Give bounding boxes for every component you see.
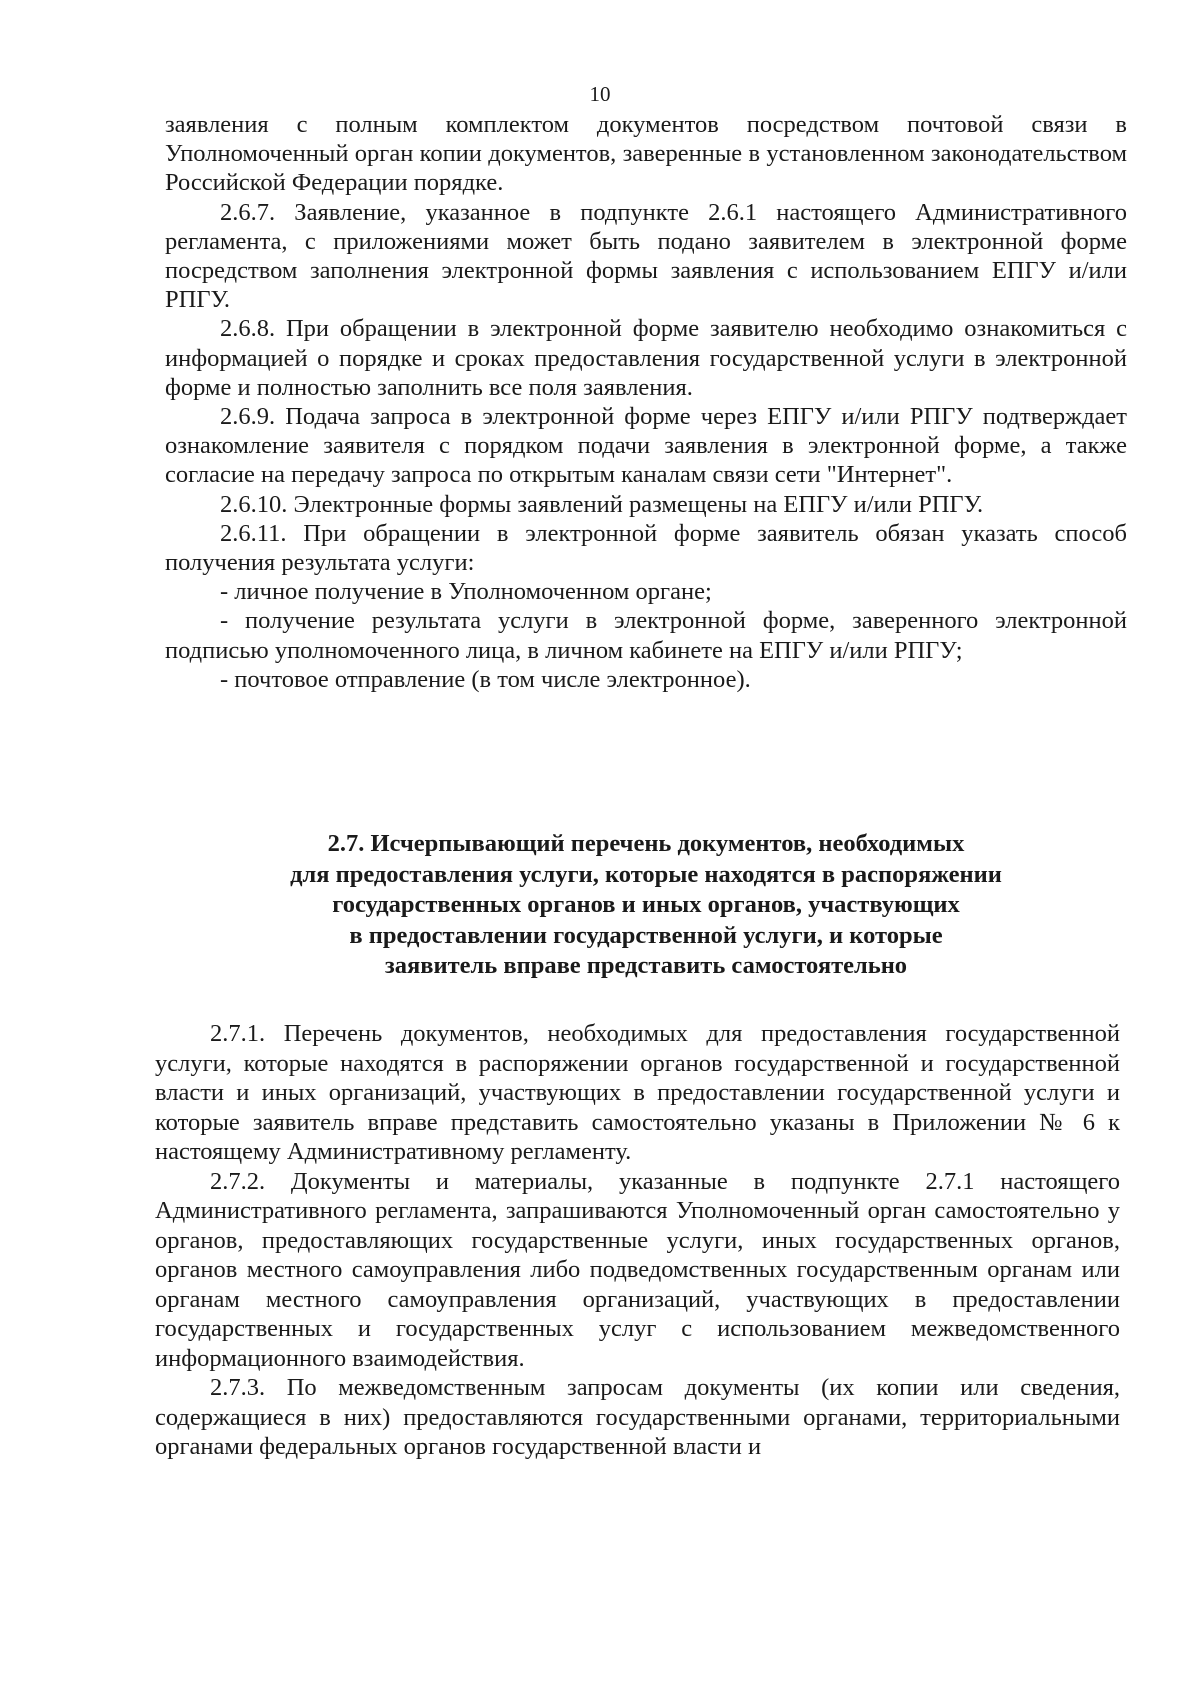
section-2-7-body	[155, 1019, 1120, 1462]
paragraph-2-7-3: 2.7.3. По межведомственным запросам документы (их копии или сведения, содержащиеся в них) предоставляются государственными органами, территориальными органами федеральных органов государственной власти и	[155, 1374, 1120, 1460]
heading-line: в предоставлении государственной услуги, и которые	[349, 921, 943, 949]
heading-line: 2.7. Исчерпывающий перечень документов, необходимых	[327, 830, 965, 857]
list-item-electronic-receipt: - получение результата услуги в электронной форме, заверенного электронной подписью уполномоченного лица, в личном кабинете на ЕПГУ и/или РПГУ;	[165, 607, 1127, 664]
section-2-6-continuation	[165, 110, 1127, 694]
list-item-personal-receipt: - личное получение в Уполномоченном органе;	[220, 578, 712, 606]
page-number: 10	[589, 82, 611, 106]
paragraph-2-7-1: 2.7.1. Перечень документов, необходимых для предоставления государственной услуги, которые находятся в распоряжении органов государственной и государственной власти и иных организаций, участвующих в предоставлении государственной услуги и которые заявитель вправе представить самостоятельно указаны в Приложении № 6 к настоящему Административному регламенту.	[155, 1020, 1120, 1165]
heading-line: заявитель вправе представить самостоятельно	[384, 952, 908, 979]
paragraph-2-6-7: 2.6.7. Заявление, указанное в подпункте 2.6.1 настоящего Административного регламента, с приложениями может быть подано заявителем в электронной форме посредством заполнения электронной формы заявления с использованием ЕПГУ и/или РПГУ.	[165, 198, 1127, 314]
paragraph-2-7-2: 2.7.2. Документы и материалы, указанные в подпункте 2.7.1 настоящего Административного регламента, запрашиваются Уполномоченный орган самостоятельно у органов, предоставляющих государственные услуги, иных государственных органов, органов местного самоуправления либо подведомственных государственным органам или органам местного самоуправления организаций, участвующих в предоставлении государственных и государственных услуг с использованием межведомственного информационного взаимодействия.	[155, 1167, 1120, 1372]
heading-line: государственных органов и иных органов, участвующих	[332, 891, 960, 918]
list-item-postal-delivery: - почтовое отправление (в том числе электронное).	[220, 665, 751, 693]
section-2-7-heading	[165, 829, 1127, 982]
paragraph-2-6-8: 2.6.8. При обращении в электронной форме заявителю необходимо ознакомиться с информацией о порядке и сроках предоставления государственной услуги в электронной форме и полностью заполнить все поля заявления.	[165, 315, 1127, 401]
paragraph-continuation: заявления с полным комплектом документов посредством почтовой связи в Уполномоченный орган копии документов, заверенные в установленном законодательством Российской Федерации порядке.	[165, 111, 1127, 197]
paragraph-2-6-9: 2.6.9. Подача запроса в электронной форме через ЕПГУ и/или РПГУ подтверждает ознакомление заявителя с порядком подачи заявления в электронной форме, а также согласие на передачу запроса по открытым каналам связи сети "Интернет".	[165, 403, 1127, 489]
paragraph-2-6-10: 2.6.10. Электронные формы заявлений размещены на ЕПГУ и/или РПГУ.	[220, 490, 984, 518]
paragraph-2-6-11: 2.6.11. При обращении в электронной форме заявитель обязан указать способ получения результата услуги:	[165, 519, 1127, 577]
heading-line: для предоставления услуги, которые находятся в распоряжении	[290, 860, 1002, 888]
